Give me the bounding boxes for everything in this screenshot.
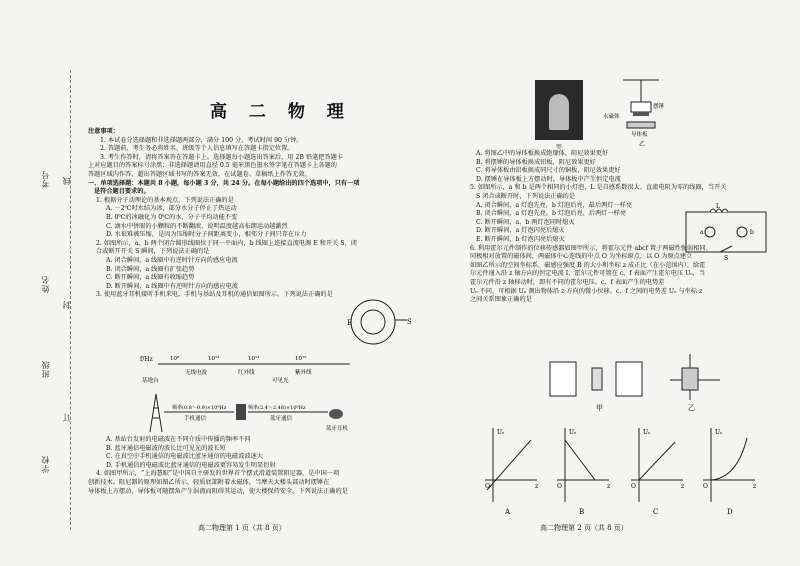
band-radio: 无线电波: [185, 370, 208, 376]
magnet-left: [550, 362, 576, 396]
q4-option-a: A. 将图乙中的导体板换成绝缘体，阻尼效果更好: [476, 150, 609, 157]
page-title: 高 二 物 理: [210, 102, 352, 122]
graph-a-label: A: [505, 508, 511, 516]
binding-margin: [0, 0, 72, 566]
graph-b-label: B: [579, 508, 585, 516]
note-3: 3. 考生作答时，请将答案答在答题卡上。选择题每小题选出答案后，用 2B 铅笔把答题卡: [100, 153, 344, 161]
magnet-right: [616, 362, 642, 396]
tick-2: 10¹²: [208, 356, 220, 362]
q2-stem: 2. 如图所示，a、b 两个闭合圆形线圈位于同一平面内，b 线圈上连接直流电源 E 和开关 S，闭: [96, 239, 357, 247]
magnet-block: [633, 112, 649, 116]
class-label: 班级: [41, 360, 50, 378]
graph-c: [631, 428, 684, 516]
q2-option-a: A. 闭合瞬间，a 线圈中有逆时针方向的感应电流: [106, 256, 238, 264]
q2-option-d: D. 断开瞬间，a 线圈中有逆时针方向的感应电流: [106, 282, 238, 290]
section1-header: 一、单项选择题：本题共 8 小题，每小题 3 分，共 24 分。在每小题给出的四个选项中，只有一项: [88, 179, 360, 187]
q6-line-6: Uₒ 不同，可根据 Uₒ 测出物体沿 z 方向的微小位移。c、f 之间的电势差 Uₒ 与坐标 z: [470, 287, 703, 295]
switch-s-label: S: [407, 318, 412, 326]
q2-stem-2: 合或断开开关 S 瞬间，下列说法正确的是: [96, 248, 210, 256]
q3-stem: 3. 使用蓝牙耳机接听手机来电，手机与基站及耳机的通信如图所示。下列说法正确的是: [96, 291, 333, 299]
graph-c-ylabel: Uₒ: [643, 429, 651, 436]
q1-option-a: A. －2℃时水结为冰，部分水分子停止了热运动: [106, 205, 237, 213]
left-column: [88, 128, 433, 300]
exam-no-label: 考号: [41, 170, 50, 188]
q3-option-b: B. 蓝牙通信电磁波的波长比可见光的波长短: [106, 444, 226, 452]
note-3b: 上对应题目的答案标号涂黑；非选择题请用直径 0.5 毫米黑色墨水签字笔在答题卡上各题的: [88, 162, 337, 170]
tick-1: 10⁸: [170, 356, 180, 362]
bulb-a-label: a: [700, 229, 704, 236]
graph-b-xlabel: z: [607, 483, 611, 490]
freq-axis-label: f/Hz: [140, 356, 153, 363]
tick-4: 10¹⁵: [295, 356, 307, 362]
q2-option-c: C. 断开瞬间，a 线圈有收缩趋势: [106, 274, 195, 282]
q5-stem: 5. 如图所示，a 和 b 是两个相同的小灯泡，L 是自感系数很大、直流电阻为零的线圈，当开关: [470, 184, 727, 192]
q4-line-1: 4. 如图甲所示，“上海慧眼”是中国自主研发的世界首个摆式滑道装置阻尼器，是中国一项: [96, 470, 340, 478]
q4-option-d: D. 摆锤在导体板上方摆动时，导体板中产生恒定电流: [476, 175, 621, 183]
q4-fig-b-label: 乙: [639, 141, 646, 148]
q2-option-b: B. 闭合瞬间，a 线圈有扩张趋势: [106, 265, 195, 273]
tower-icon: [150, 394, 162, 432]
q4-fig-b: [603, 76, 693, 148]
graph-c-label: C: [653, 508, 659, 516]
coil-b-outer: [351, 300, 395, 344]
graph-a-line: [487, 440, 531, 490]
damper-photo: [535, 80, 583, 140]
pendulum-label: 摆锤: [653, 104, 665, 110]
section1-header-2: 是符合题目要求的。: [94, 188, 150, 196]
note-3c: 答题区域内作答，超出答题区域书写的答案无效，在试题卷、草稿纸上作答无效。: [88, 170, 311, 178]
name-label: 姓名: [41, 275, 50, 293]
graph-b-origin: O: [557, 483, 562, 490]
band-uv: 紫外线: [295, 370, 312, 376]
graph-d-label: D: [727, 508, 733, 516]
q2-coil-figure: [345, 292, 415, 350]
q6-hall-figure: [540, 350, 740, 414]
freq-1: 频率(0.8～0.9)×10⁹Hz: [172, 405, 227, 411]
q5-option-a: A. 闭合瞬间，a 灯泡先亮，b 灯泡后亮，最后两灯一样亮: [476, 201, 633, 209]
graph-c-line: [639, 442, 675, 480]
notes-header: 注意事项：: [88, 128, 119, 135]
hall-plate: [682, 368, 698, 390]
q5-circuit: [680, 202, 776, 262]
q5-option-e: E. 断开瞬间，b 灯泡闪亮后熄灭: [476, 235, 565, 243]
graph-a: [485, 428, 538, 516]
pendulum-bob: [631, 102, 651, 112]
q6-line-2: 同极相对放置的磁体间，两磁体中心连线的中点 O 为坐标原点，以 O 为原点建立: [470, 253, 693, 261]
switch-label: S: [724, 255, 729, 262]
q1-option-b: B. 0℃的冰融化为 0℃的水，分子平均动能不变: [106, 213, 238, 221]
graph-d-origin: O: [703, 483, 708, 490]
q1-option-d: D. 水很难被压缩，是因为压缩时分子间距离变小，相邻分子间只存在斥力: [106, 231, 307, 239]
earphone-icon: [329, 409, 343, 419]
bulb-b-label: b: [750, 229, 754, 236]
tick-3: 10¹³: [248, 356, 260, 362]
graph-b-ylabel: Uₒ: [569, 429, 577, 436]
earphone-label: 蓝牙耳机: [326, 426, 349, 432]
conductor-plate: [627, 122, 655, 128]
switch-s: [720, 246, 732, 252]
graph-c-origin: O: [631, 483, 636, 490]
graph-c-xlabel: z: [681, 483, 685, 490]
q3-spectrum-figure: [140, 352, 360, 434]
q4-line-3: 导体板上方摆动，导体板可随摆角产生涡流而阻碍其运动，使大楼保持安全。下列说法正确的是: [88, 487, 348, 495]
q6-line-7: 之间关系图象正确的是: [470, 296, 532, 304]
graph-a-xlabel: z: [535, 483, 539, 490]
q1-option-c: C. 滴水中併眼的小颗粒的不断翻滚，说明温度越高布朗运动越激烈: [106, 222, 288, 230]
q3-option-d: D. 手机通信的电磁波比蓝牙通信的电磁波更容易发生明显衍射: [106, 461, 276, 469]
q4-option-c: C. 将导体板由铝板换成同尺寸的铜板，阻尼效果更好: [476, 167, 621, 175]
q4-line-2: 创新技术。阻尼器的原理如图乙所示，轻质底部附着永磁体，当摩天大楼头部动时摆锤在: [88, 478, 330, 486]
seal-mark: 封: [62, 300, 71, 309]
q3-option-a: A. 基站台发射的电磁波在不同介质中传播的频率不同: [106, 436, 251, 443]
q3-option-c: C. 在真空中手机通信的电磁波比蓝牙通信的电磁波波速大: [106, 453, 263, 461]
graph-d-ylabel: Uₒ: [715, 429, 723, 436]
q4-fig-a-label: 甲: [556, 144, 563, 151]
q6-line-1: 6. 利用霍尔元件制作的位移传感器如图甲所示，将霍尔元件 abcf 置于两磁性强弱相同、: [470, 244, 712, 252]
graph-d-xlabel: z: [753, 483, 757, 490]
footer-right: 高二物理第 2 页（共 8 页）: [540, 524, 628, 532]
q6-graphs: [475, 422, 775, 518]
plate-label: 导体板: [631, 132, 648, 138]
bulb-a: [705, 227, 715, 237]
source-e-label: E: [347, 319, 353, 327]
note-2: 2. 答题前，考生务必将姓名、班级等个人信息填写在答题卡指定位置。: [100, 145, 294, 153]
line-mark: 线: [62, 176, 71, 185]
footer-left: 高二物理第 1 页（共 8 页）: [198, 524, 286, 532]
graph-a-origin: O: [485, 483, 490, 490]
q1-stem: 1. 根据分子动理论的基本观点，下列说法正确的是: [96, 196, 234, 204]
q5-option-c: C. 断开瞬间，a、b 两灯泡同时熄灭: [476, 218, 575, 226]
station-label: 基地台: [142, 378, 159, 384]
coil-a-inner: [361, 310, 385, 334]
inductor-label: L: [716, 203, 720, 210]
note-1: 1. 本试卷分选择题和非选择题两部分，满分 100 分，考试时间 90 分钟。: [100, 136, 303, 144]
graph-b: [557, 428, 610, 516]
bt-comm: 蓝牙通信: [270, 416, 293, 422]
bind-mark: 订: [62, 413, 71, 422]
q6-line-3: 如图乙所示的空间坐标系，磁感应强度 B 的大小和坐标 z 成正比（在小范围内）。给霍: [470, 261, 706, 269]
q4-option-b: B. 将摆锤的导体板换成铝板，阻尼效果更好: [476, 158, 596, 166]
q6-line-5: 霍尔元件沿 z 轴移动时，即有不同的霍尔电压。c、f 表面产生的电势差: [470, 278, 665, 286]
band-visible: 可见光: [272, 378, 289, 384]
hall-element: [592, 368, 602, 390]
bulb-b: [737, 227, 747, 237]
magnet-label: 永磁体: [603, 114, 620, 120]
q5-option-d: D. 断开瞬间，a 灯泡闪亮后熄灭: [476, 227, 565, 235]
graph-a-ylabel: Uₒ: [497, 429, 505, 436]
q5-option-b: B. 闭合瞬间，a 灯泡先亮，b 灯泡后亮，后两灯一样亮: [476, 210, 627, 218]
band-infrared: 红外线: [238, 370, 255, 376]
left-column-lower: [88, 436, 433, 496]
q6-line-4: 尔元件通入沿 z 轴方向的恒定电流 I，霍尔元件可置在 c、f 表面产生霍尔电压 Uₒ，当: [470, 270, 706, 278]
binding-line: [70, 70, 71, 530]
phone-icon: [236, 404, 246, 420]
graph-b-line: [565, 440, 595, 480]
school-label: 学校: [41, 455, 50, 473]
q6-fig-a-label: 甲: [596, 404, 603, 412]
circuit-loop: [686, 212, 766, 252]
graph-d: [703, 428, 756, 516]
graph-d-curve: [711, 438, 747, 480]
freq-2: 频率(2.4～2.48)×10⁹Hz: [248, 405, 306, 411]
q5-stem-2: S 闭合或断开时，下列说法正确的是: [476, 192, 576, 200]
q6-fig-b-label: 乙: [688, 404, 695, 412]
damper-shape: [549, 94, 569, 130]
phone-comm: 手机通信: [184, 416, 207, 422]
